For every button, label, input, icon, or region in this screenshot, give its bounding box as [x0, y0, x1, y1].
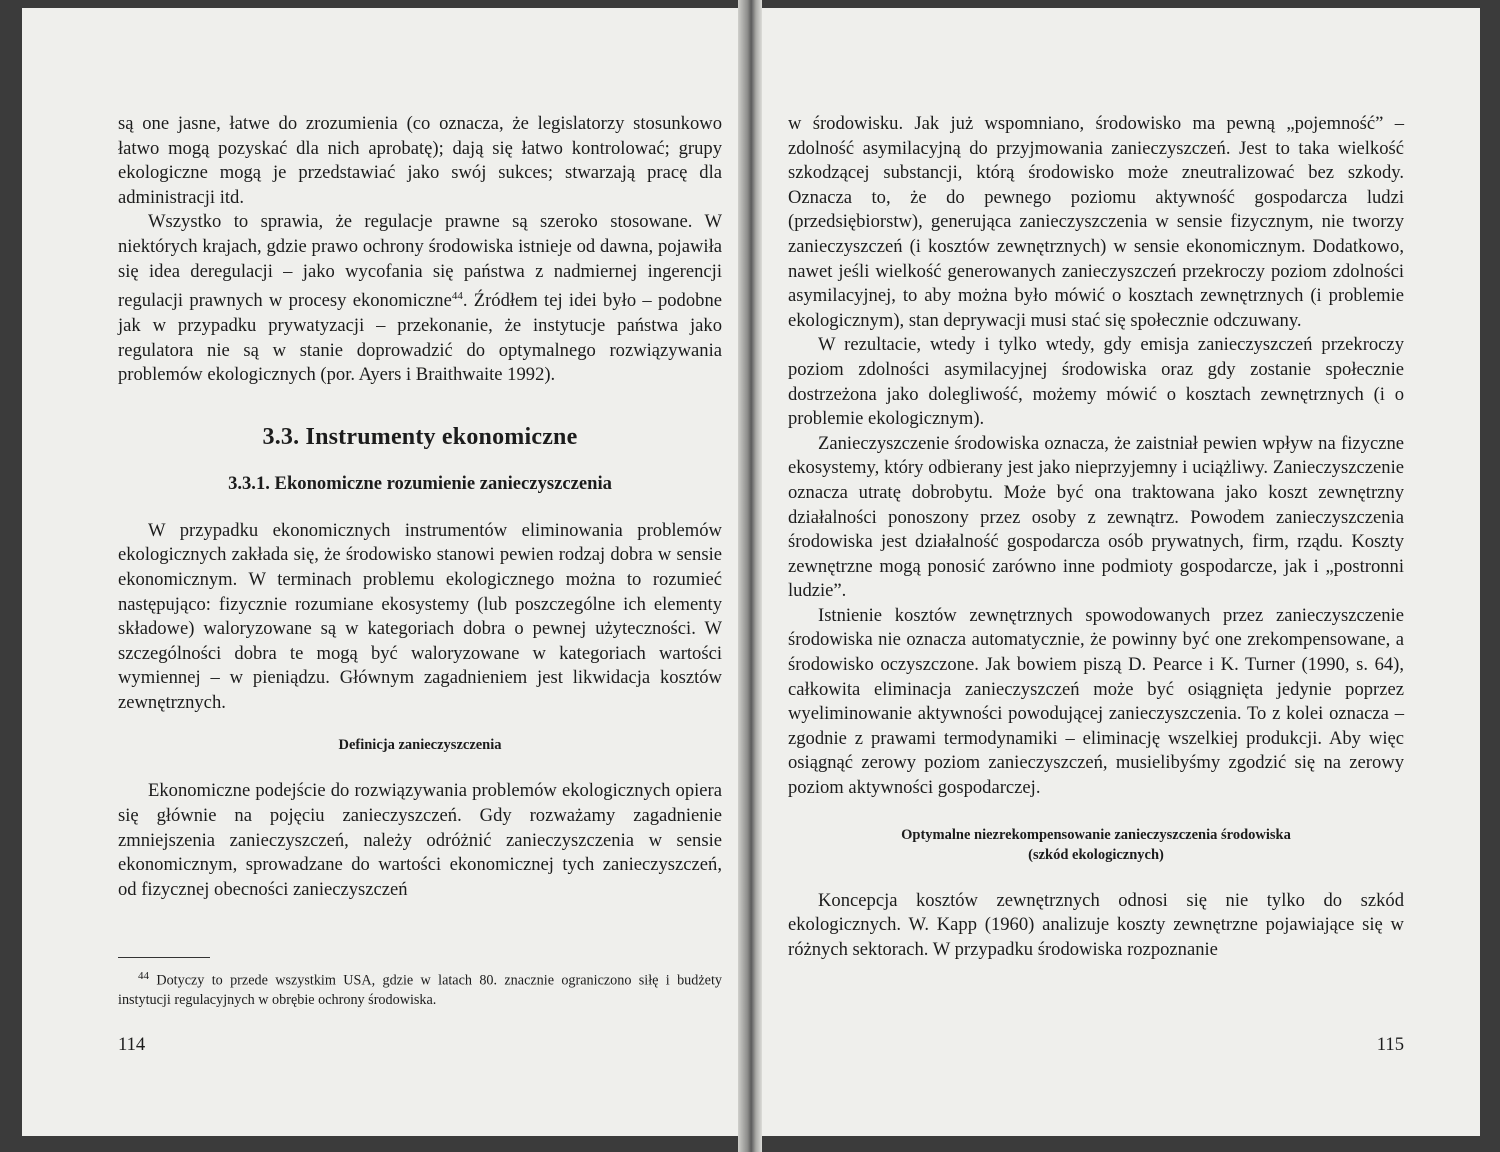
paragraph-text-cont: . Źródłem tej idei było – podobne jak w przypadku prywatyzacji – przekonanie, że instytucje państwa jako regulatora nie są w stanie doprowadzić do optymalnego rozwiązywania problemów ekologicznych (por. Ayers i Braithwaite 1992). [118, 290, 722, 386]
paragraph: Koncepcja kosztów zewnętrznych odnosi się nie tylko do szkód ekologicznych. W. Kapp (1960) analizuje koszty zewnętrzne pojawiające się w różnych sektorach. W przypadku środowiska rozpoznanie [788, 889, 1404, 960]
minor-heading-line1: Optymalne niezrekompensowanie zanieczyszczenia środowiska [901, 826, 1291, 843]
subsection-heading: 3.3.1. Ekonomiczne rozumienie zanieczyszczenia [228, 472, 612, 494]
paragraph: w środowisku. Jak już wspomniano, środowisko ma pewną „pojemność” – zdolność asymilacyjną do przyjmowania zanieczyszczeń. Jest to taka wielkość szkodzącej substancji, którą środowisko może zneutralizować bez szkody. Oznacza to, że do pewnego poziomu aktywność gospodarcza ludzi (przedsiębiorstw), generująca zanieczyszczenia w sensie fizycznym, nie tworzy zanieczyszczeń (i kosztów zewnętrznych) w sensie ekonomicznym. Dodatkowo, nawet jeśli wielkość generowanych zanieczyszczeń przekroczy poziom zdolności asymilacyjnej, to aby można było mówić o kosztach zewnętrznych (i problemie ekologicznym), stan deprywacji musi stać się społecznie odczuwany. [788, 113, 1404, 331]
footnote-divider [118, 957, 210, 958]
paragraph: Zanieczyszczenie środowiska oznacza, że zaistniał pewien wpływ na fizyczne ekosystemy, który odbierany jest jako nieprzyjemny i uciążliwy. Zanieczyszczenie oznacza utratę dobrobytu. Może być ona traktowana jako koszt zewnętrzny działalności ponoszony przez osoby z zewnątrz. Powodem zanieczyszczenia środowiska jest działalność gospodarcza osób prywatnych, firm, rządu. Koszty zewnętrzne mogą ponosić zarówno inne podmioty gospodarcze, jak i „postronni ludzie”. [788, 432, 1404, 602]
left-text-column [118, 112, 722, 902]
minor-heading: Definicja zanieczyszczenia [338, 737, 502, 754]
paragraph: Istnienie kosztów zewnętrznych spowodowanych przez zanieczyszczenie środowiska nie oznacza automatycznie, że powinny być one zrekompensowane, a środowisko oczyszczone. Jak bowiem piszą D. Pearce i K. Turner (1990, s. 64), całkowita eliminacja zanieczyszczeń może być osiągnięta jedynie poprzez wyeliminowanie aktywności powodującej zanieczyszczenia. To z kolei oznacza – zgodnie z prawami termodynamiki – eliminację wszelkiej produkcji. Aby więc osiągnąć zerowy poziom zanieczyszczeń, musielibyśmy zgodzić się na zerowy poziom aktywności gospodarczej. [788, 604, 1404, 799]
footnote-number: 44 [138, 970, 149, 982]
page-number: 115 [1376, 1034, 1404, 1055]
right-text-column [788, 112, 1404, 962]
right-page [754, 8, 1480, 1136]
paragraph: W rezultacie, wtedy i tylko wtedy, gdy emisja zanieczyszczeń przekroczy poziom zdolności asymilacyjnej środowiska oraz gdy zostanie społecznie dostrzeżona jako dolegliwość, możemy mówić o kosztach zewnętrznych (i o problemie ekologicznym). [788, 334, 1404, 430]
paragraph: W przypadku ekonomicznych instrumentów eliminowania problemów ekologicznych zakłada się, że środowisko stanowi pewien rodzaj dobra w sensie ekonomicznym. W terminach problemu ekologicznego można to rozumieć następująco: fizycznie rozumiane ekosystemy (lub poszczególne ich elementy składowe) waloryzowane są w kategoriach dobra o pewnej użyteczności. W szczególności dobra te mogą być waloryzowane w kategoriach wartości wymiennej – w pieniądzu. Głównym zagadnieniem jest likwidacja kosztów zewnętrznych. [118, 519, 722, 713]
book-gutter [738, 0, 762, 1152]
paragraph-text: Wszystko to sprawia, że regulacje prawne są szeroko stosowane. W niektórych krajach, gdzie prawo ochrony środowiska istnieje od dawna, pojawiła się idea deregulacji – jako wycofania się państwa z nadmiernej ingerencji regulacji prawnych w procesy ekonomiczne [118, 211, 722, 312]
footnote [118, 967, 722, 1010]
paragraph-deregulation [118, 210, 722, 387]
minor-heading-line2: (szkód ekologicznych) [1028, 846, 1164, 863]
page-number: 114 [118, 1034, 146, 1055]
paragraph: Ekonomiczne podejście do rozwiązywania problemów ekologicznych opiera się głównie na pojęciu zanieczyszczeń. Gdy rozważamy zagadnienie zmniejszenia zanieczyszczeń, należy odróżnić zanieczyszczenia w sensie ekonomicznym, sprowadzane do wartości ekonomicznej tych zanieczyszczeń, od fizycznej obecności zanieczyszczeń [118, 780, 722, 900]
footnote-text: Dotyczy to przede wszystkim USA, gdzie w latach 80. znacznie ograniczono siłę i budżety instytucji regulacyjnych w obrębie ochrony środowiska. [118, 972, 722, 1008]
footnote-reference: 44 [451, 290, 463, 303]
left-page [22, 8, 746, 1136]
section-heading: 3.3. Instrumenty ekonomiczne [262, 423, 578, 450]
paragraph: są one jasne, łatwe do zrozumienia (co oznacza, że legislatorzy stosunkowo łatwo mogą pozyskać dla nich aprobatę); dają się łatwo kontrolować; grupy ekologiczne mogą je przedstawiać jako swój sukces; stwarzają pracę dla administracji itd. [118, 113, 722, 208]
minor-heading [788, 825, 1404, 865]
